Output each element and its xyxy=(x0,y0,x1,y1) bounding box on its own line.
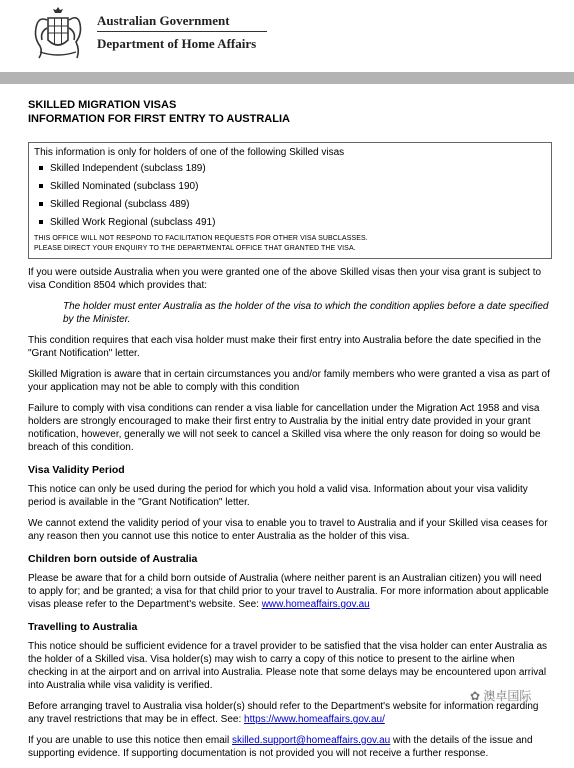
document-title-line2: INFORMATION FOR FIRST ENTRY TO AUSTRALIA xyxy=(28,113,290,125)
paragraph-validity-extension: We cannot extend the validity period of your visa to enable you to travel to Australia and if your Skilled visa ceases for any reason then you cannot use this notice to enter Australia as the holder of this visa. xyxy=(28,518,548,542)
paragraph-travel-evidence: This notice should be sufficient evidence for a travel provider to be satisfied that the visa holder can enter Australia as the holder of a Skilled visa. Visa holder(s) may wish to carry a copy of this notice to present to the airline when checking in at the airport and on arrival into Australia. Please note that some delays may be encountered upon arrival into Australia while visa validity is verified. xyxy=(28,641,547,691)
heading-travelling: Travelling to Australia xyxy=(28,621,138,633)
government-name: Australian Government xyxy=(97,13,230,28)
notice-intro: This information is only for holders of one of the following Skilled visas xyxy=(34,147,345,158)
list-item: Skilled Independent (subclass 189) xyxy=(34,162,546,175)
coat-of-arms-icon xyxy=(30,6,86,62)
heading-children-born-outside: Children born outside of Australia xyxy=(28,553,198,565)
paragraph-condition-requirement: This condition requires that each visa holder must make their first entry into Australia before the date specified in the "Grant Notification" letter. xyxy=(28,335,542,359)
paragraph-children xyxy=(28,572,552,611)
header-rule xyxy=(0,72,574,84)
watermark-text: 澳卓国际 xyxy=(483,689,532,703)
header-divider xyxy=(97,31,267,32)
paragraph-failure-to-comply: Failure to comply with visa conditions can render a visa liable for cancellation under the Migration Act 1958 and visa holders are strongly encouraged to make their first entry to Australia by the initial entry date provided in your grant notification, however, generally we will not seek to cancel a Skilled visa where the only reason for doing so would be breach of this condition. xyxy=(28,403,541,453)
paragraph-circumstances: Skilled Migration is aware that in certain circumstances you and/or family members who were granted a visa as part of your application may not be able to comply with this condition xyxy=(28,369,550,393)
condition-quote: The holder must enter Australia as the holder of the visa to which the condition applies before a date specified by the Minister. xyxy=(63,301,549,325)
homeaffairs-url-link[interactable]: https://www.homeaffairs.gov.au/ xyxy=(244,714,385,725)
watermark xyxy=(470,687,531,704)
wechat-icon: ✿ xyxy=(470,689,481,703)
paragraph-travel-restrictions-text: Before arranging travel to Australia visa holder(s) should refer to the Department's website for information regarding any travel restrictions that may be in effect. See: xyxy=(28,701,539,725)
list-item: Skilled Regional (subclass 489) xyxy=(34,198,546,211)
notice-caps-line2: PLEASE DIRECT YOUR ENQUIRY TO THE DEPARTMENTAL OFFICE THAT GRANTED THE VISA. xyxy=(34,245,356,252)
paragraph-contact-start: If you are unable to use this notice then email xyxy=(28,735,233,746)
paragraph-validity-period: This notice can only be used during the period for which you hold a valid visa. Information about your visa validity period is available in the "Grant Notification" letter. xyxy=(28,484,528,508)
page-header xyxy=(0,0,574,72)
document-title-line1: SKILLED MIGRATION VISAS xyxy=(28,99,177,111)
notice-caps-line1: THIS OFFICE WILL NOT RESPOND TO FACILITATION REQUESTS FOR OTHER VISA SUBCLASSES. xyxy=(34,235,368,242)
heading-visa-validity: Visa Validity Period xyxy=(28,464,125,476)
homeaffairs-link[interactable]: www.homeaffairs.gov.au xyxy=(261,599,370,610)
visa-list xyxy=(34,162,546,229)
list-item: Skilled Nominated (subclass 190) xyxy=(34,180,546,193)
document-body xyxy=(28,98,552,768)
paragraph-condition-intro: If you were outside Australia when you were granted one of the above Skilled visas then your visa grant is subject to visa Condition 8504 which provides that: xyxy=(28,267,542,291)
department-name: Department of Home Affairs xyxy=(97,36,257,51)
paragraph-children-text: Please be aware that for a child born outside of Australia (where neither parent is an Australian citizen) you will need to apply for; and be granted; a visa for that child prior to your travel to Australia. For more information about applicable visas please refer to the Department's website. See: xyxy=(28,573,549,610)
paragraph-contact xyxy=(28,734,552,760)
paragraph-contact-end: with the details of the issue and supporting evidence. If supporting documentation is not provided you will not receive a further response. xyxy=(28,735,533,759)
list-item: Skilled Work Regional (subclass 491) xyxy=(34,216,546,229)
eligibility-notice-box xyxy=(28,142,552,259)
support-email-link[interactable]: skilled.support@homeaffairs.gov.au xyxy=(232,735,391,746)
